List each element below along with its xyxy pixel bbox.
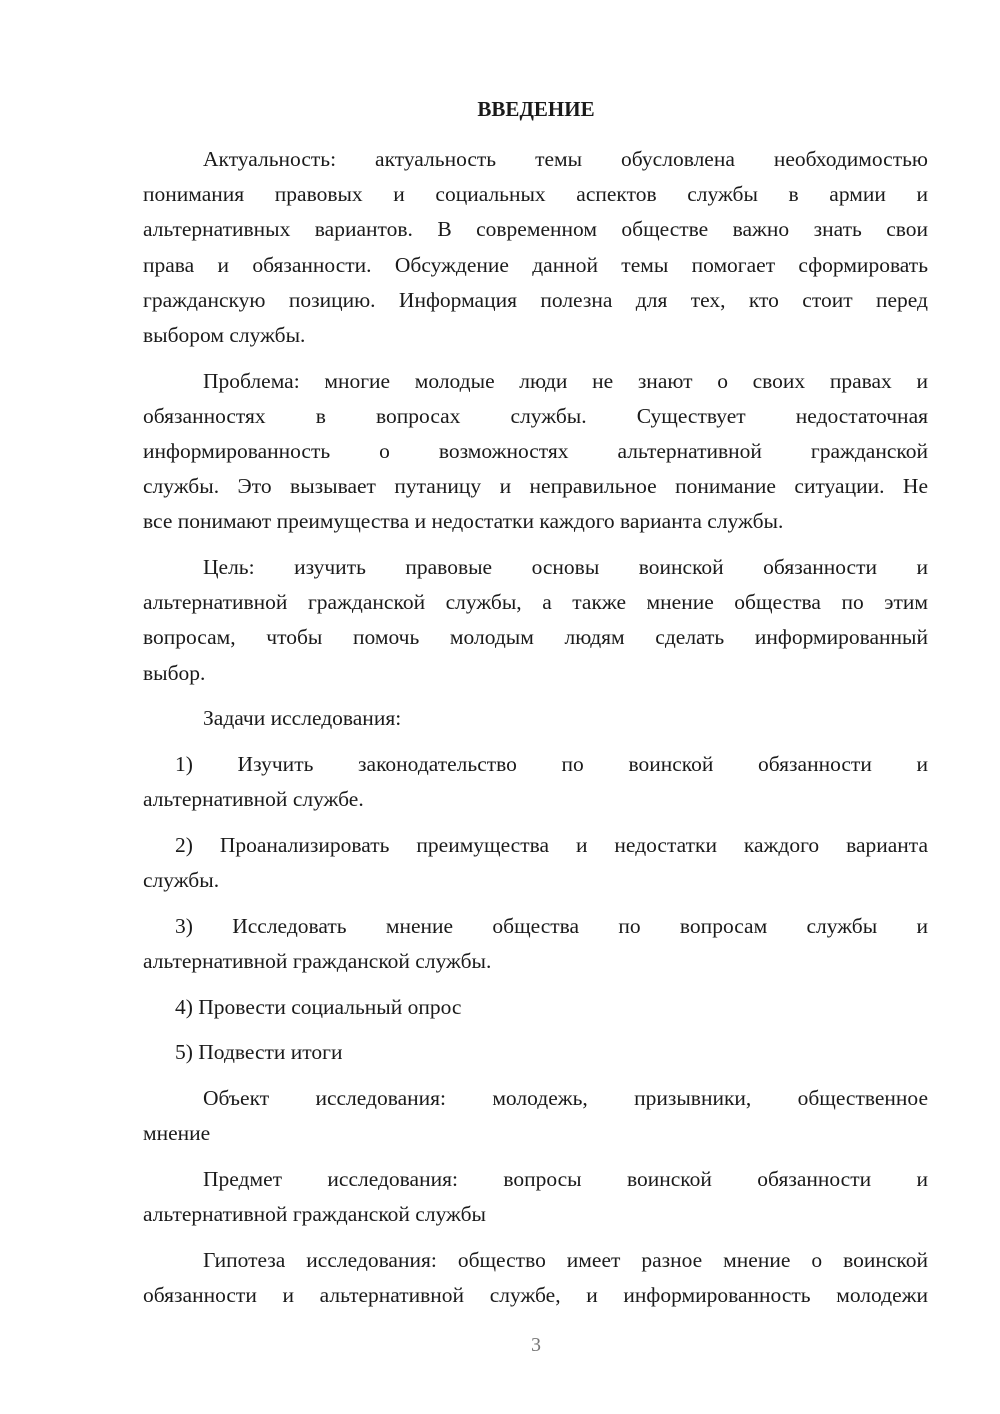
text-line: Актуальность: актуальность темы обусловлена необходимостью: [203, 147, 928, 171]
list-item: [143, 747, 928, 817]
text-line: альтернативной гражданской службы, а также мнение общества по этим: [143, 590, 928, 615]
text-line: Предмет исследования: вопросы воинской обязанности и: [203, 1166, 928, 1191]
text-line: мнение: [143, 1121, 211, 1146]
text-line: права и обязанности. Обсуждение данной темы помогает сформировать: [143, 252, 928, 277]
section-title: ВВЕДЕНИЕ: [477, 97, 595, 121]
text-line: Цель: изучить правовые основы воинской обязанности и: [203, 555, 928, 580]
text-line: выбор.: [143, 660, 206, 685]
page-number: 3: [531, 1334, 541, 1356]
text-line: альтернативных вариантов. В современном обществе важно знать свои: [143, 217, 928, 242]
text-line: 4) Провести социальный опрос: [175, 994, 462, 1019]
text-line: вопросам, чтобы помочь молодым людям сделать информированный: [143, 625, 928, 650]
list-item: [143, 828, 928, 898]
paragraph: [143, 364, 928, 540]
text-line: 3) Исследовать мнение общества по вопросам службы и: [175, 913, 928, 938]
text-line: обязанностях в вопросах службы. Существует недостаточная: [143, 403, 928, 428]
text-line: 5) Подвести итоги: [175, 1040, 343, 1065]
text-line: Задачи исследования:: [203, 706, 402, 731]
text-line: информированность о возможностях альтернативной гражданской: [143, 439, 928, 463]
list-item: [143, 1035, 928, 1070]
paragraph: [143, 1243, 928, 1313]
document-body: [143, 142, 928, 1324]
paragraph: [143, 142, 928, 353]
text-line: службы.: [143, 868, 220, 893]
list-item: [143, 909, 928, 979]
text-line: службы. Это вызывает путаницу и неправильное понимание ситуации. Не: [143, 474, 928, 499]
text-line: Гипотеза исследования: общество имеет разное мнение о воинской: [203, 1247, 928, 1272]
paragraph: [143, 550, 928, 691]
paragraph: [143, 1081, 928, 1151]
text-line: 2) Проанализировать преимущества и недостатки каждого варианта: [175, 832, 928, 857]
text-line: все понимают преимущества и недостатки каждого варианта службы.: [143, 509, 784, 534]
list-item: [143, 990, 928, 1025]
text-line: альтернативной гражданской службы.: [143, 948, 492, 973]
text-line: альтернативной гражданской службы: [143, 1202, 486, 1227]
text-line: обязанности и альтернативной службе, и информированность молодежи: [143, 1282, 928, 1307]
paragraph: [143, 701, 928, 736]
text-line: альтернативной службе.: [143, 787, 364, 812]
text-line: понимания правовых и социальных аспектов службы в армии и: [143, 182, 928, 207]
text-line: гражданскую позицию. Информация полезна для тех, кто стоит перед: [143, 287, 928, 312]
paragraph: [143, 1162, 928, 1232]
text-line: Объект исследования: молодежь, призывники, общественное: [203, 1086, 928, 1110]
text-line: Проблема: многие молодые люди не знают о своих правах и: [203, 368, 928, 393]
text-line: 1) Изучить законодательство по воинской обязанности и: [175, 752, 928, 776]
text-line: выбором службы.: [143, 322, 306, 347]
